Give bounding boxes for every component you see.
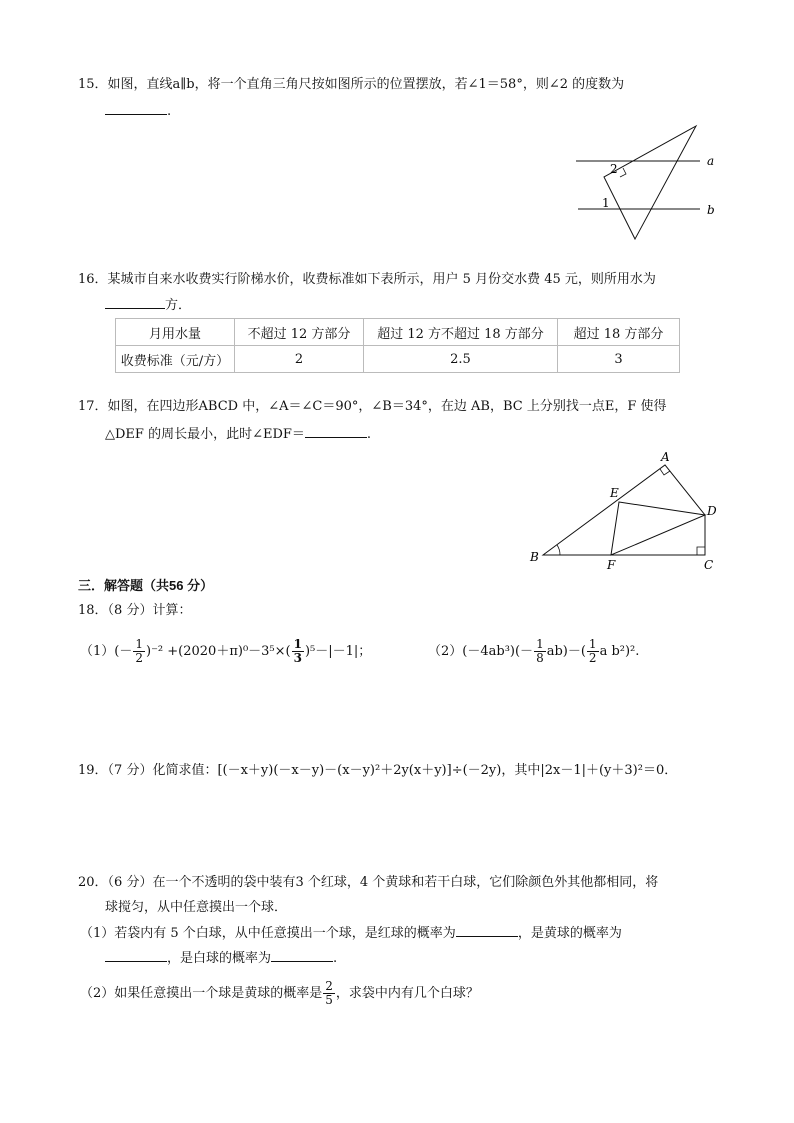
q15-answer-blank[interactable] <box>105 100 167 115</box>
fraction-numerator: 1 <box>536 637 544 651</box>
fraction-numerator: 1 <box>588 637 597 651</box>
q18-part2-expr-c: a b²)². <box>599 644 640 659</box>
q19-number: 19． <box>78 763 108 778</box>
section-title: 三．解答题（共56 分） <box>78 578 214 593</box>
fraction-denominator: 3 <box>293 651 302 665</box>
q20-part1-text-b: ，是黄球的概率为 <box>517 926 622 941</box>
q18-part2-expr-a: (－4ab³)(－ <box>462 644 534 659</box>
triangle-def <box>611 502 705 555</box>
fraction <box>133 638 145 665</box>
q18-head: （8 分）计算： <box>107 603 192 618</box>
q16-end: 方． <box>165 298 192 313</box>
label-2: 2 <box>610 162 618 176</box>
label-C: C <box>704 558 714 572</box>
q15-end: . <box>167 104 172 119</box>
fraction <box>323 980 335 1007</box>
q17-number: 17． <box>78 399 108 414</box>
right-angle-c <box>697 547 705 555</box>
q17-answer-blank[interactable] <box>305 423 367 438</box>
q18-line <box>78 601 191 621</box>
fraction-numerator: 1 <box>293 637 302 651</box>
fee-table-header: 不超过 12 方部分 <box>235 319 364 346</box>
q17-line2 <box>105 423 371 445</box>
fraction-numerator: 1 <box>135 637 143 651</box>
label-F: F <box>607 558 616 572</box>
fee-table-row <box>116 346 680 373</box>
label-1: 1 <box>602 196 610 210</box>
q18-part1-label: （1） <box>80 644 115 659</box>
q17-end: . <box>366 427 372 442</box>
q19-line <box>78 761 677 781</box>
q20-part1-text-c: ，是白球的概率为 <box>167 951 272 966</box>
fraction <box>534 638 546 665</box>
q20-text1: （6 分）在一个不透明的袋中装有3 个红球，4 个黄球和若干白球，它们除颜色外其他都相同，将 <box>107 875 659 890</box>
fee-table-header: 超过 12 方不超过 18 方部分 <box>364 319 558 346</box>
q18-part1-expr-c: )⁵－|－1|； <box>304 644 372 659</box>
q15-number: 15． <box>78 77 108 92</box>
fee-table-header: 超过 18 方部分 <box>558 319 680 346</box>
q20-part1-line2 <box>105 947 337 969</box>
label-a: a <box>707 154 715 168</box>
q18-number: 18． <box>78 603 108 618</box>
q18-part1 <box>80 638 371 665</box>
fraction-denominator: 2 <box>588 651 597 665</box>
fee-table-cell: 2 <box>235 346 364 373</box>
q20-part1-line1 <box>80 922 622 944</box>
q17-line1 <box>78 397 666 417</box>
q16-answer-line <box>105 294 191 316</box>
q20-part2-text-a: （2）如果任意摸出一个球是黄球的概率是 <box>80 986 323 1001</box>
q20-line1 <box>78 873 658 893</box>
label-b: b <box>707 203 715 217</box>
q18-part1-expr-b: )⁻² +(2020＋π)⁰－3⁵×( <box>146 644 291 659</box>
q15-line <box>78 75 624 95</box>
fee-table-row-label: 收费标准（元/方） <box>116 346 235 373</box>
q18-part2-expr-b: ab)－( <box>546 644 586 659</box>
q20-number: 20． <box>78 875 108 890</box>
fraction <box>587 638 599 665</box>
label-A: A <box>661 450 670 464</box>
fee-table-header: 月用水量 <box>116 319 235 346</box>
triangle-ruler <box>604 126 696 239</box>
fraction <box>292 638 304 665</box>
q19-text: （7 分）化简求值：[(－x＋y)(－x－y)－(x－y)²＋2y(x＋y)]÷(－2y)，其中|2x－1|＋(y＋3)²＝0． <box>107 763 678 778</box>
label-E: E <box>610 486 619 500</box>
fraction-denominator: 2 <box>135 651 143 665</box>
q18-part2-label: （2） <box>428 644 463 659</box>
label-D: D <box>707 504 717 518</box>
angle-b-arc <box>557 545 560 555</box>
fraction-numerator: 2 <box>325 979 333 993</box>
q20-line2: 球搅匀，从中任意摸出一个球． <box>105 900 288 915</box>
q18-part1-expr-a: (－ <box>114 644 133 659</box>
q20-yellow-probability-blank[interactable] <box>105 947 167 962</box>
q15-answer-line <box>105 100 171 122</box>
fee-table-cell: 3 <box>558 346 680 373</box>
label-B: B <box>530 550 539 564</box>
q17-text2: △DEF 的周长最小，此时∠EDF＝ <box>105 427 305 442</box>
q16-line <box>78 270 656 290</box>
q15-text: 如图，直线a∥b，将一个直角三角尺按如图所示的位置摆放，若∠1＝58°，则∠2 的度数为 <box>107 77 625 92</box>
q18-part2 <box>428 638 639 665</box>
q16-number: 16． <box>78 272 108 287</box>
q20-white-probability-blank[interactable] <box>271 947 333 962</box>
right-angle-mark <box>620 168 626 177</box>
q20-part2 <box>80 980 479 1007</box>
fee-table-cell: 2.5 <box>364 346 558 373</box>
q20-red-probability-blank[interactable] <box>456 922 518 937</box>
q16-answer-blank[interactable] <box>105 294 165 309</box>
q20-part1-text-a: （1）若袋内有 5 个白球，从中任意摸出一个球，是红球的概率为 <box>80 926 456 941</box>
q20-part2-text-b: ，求袋中内有几个白球？ <box>335 986 479 1001</box>
quad-abcd <box>543 465 705 555</box>
fee-table <box>115 318 680 373</box>
fraction-denominator: 5 <box>325 993 333 1007</box>
fee-table-header-row <box>116 319 680 346</box>
fraction-denominator: 8 <box>536 651 544 665</box>
q20-part1-end: . <box>333 951 338 966</box>
q17-figure <box>525 445 730 575</box>
q15-figure <box>560 118 730 246</box>
q16-text: 某城市自来水收费实行阶梯水价，收费标准如下表所示，用户 5 月份交水费 45 元，则所用水为 <box>107 272 656 287</box>
q17-text1: 如图，在四边形ABCD 中，∠A＝∠C＝90°，∠B＝34°，在边 AB，BC 上分别找一点E，F 使得 <box>107 399 667 414</box>
